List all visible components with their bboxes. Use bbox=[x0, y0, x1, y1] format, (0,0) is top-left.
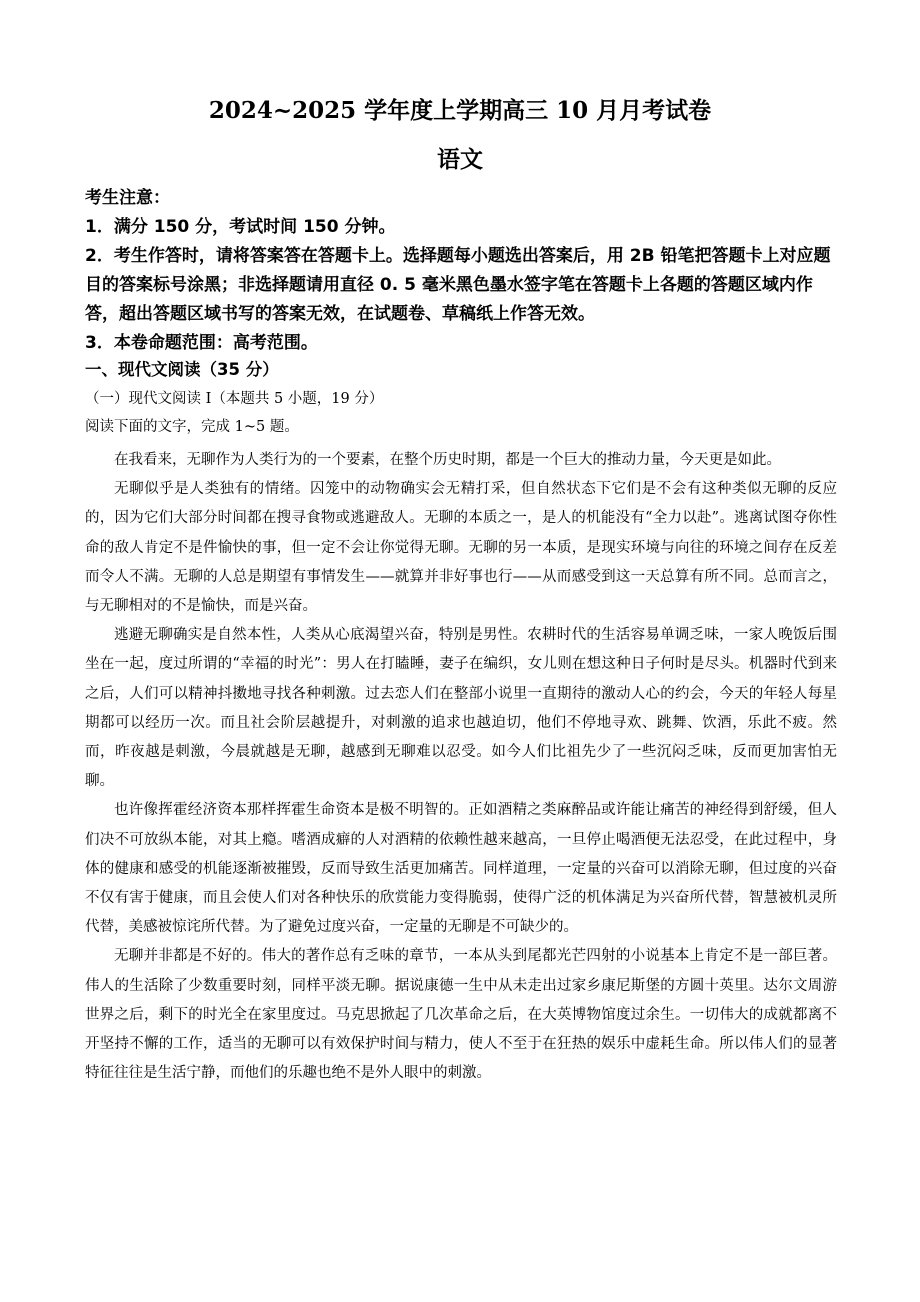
passage-paragraph: 无聊并非都是不好的。伟大的著作总有乏味的章节，一本从头到尾都光芒四射的小说基本上肯定不是一部巨著。伟人的生活除了少数重要时刻，同样平淡无聊。据说康德一生中从未走出过家乡康尼斯堡的方圆十英里。达尔文周游世界之后，剩下的时光全在家里度过。马克思掀起了几次革命之后，在大英博物馆度过余生。一切伟大的成就都离不开坚持不懈的工作，适当的无聊可以有效保护时间与精力，使人不至于在狂热的娱乐中虚耗生命。所以伟人们的显著特征往往是生活宁静，而他们的乐趣也绝不是外人眼中的刺激。 bbox=[85, 948, 837, 1082]
passage-paragraph: 无聊似乎是人类独有的情绪。囚笼中的动物确实会无精打采，但自然状态下它们是不会有这种类似无聊的反应的，因为它们大部分时间都在搜寻食物或逃避敌人。无聊的本质之一，是人的机能没有“全力以赴”。逃离试图夺你性命的敌人肯定不是件愉快的事，但一定不会让你觉得无聊。无聊的另一本质，是现实环境与向往的环境之间存在反差而令人不满。无聊的人总是期望有事情发生——就算并非好事也行——从而感受到这一天总算有所不同。总而言之，与无聊相对的不是愉快，而是兴奋。 bbox=[85, 481, 837, 615]
subject-title: 语文 bbox=[437, 146, 483, 173]
notice-heading: 考生注意： bbox=[85, 188, 170, 208]
reading-instruction: 阅读下面的文字，完成 1~5 题。 bbox=[85, 419, 299, 435]
notice-item-2: 2．考生作答时，请将答案答在答题卡上。选择题每小题选出答案后，用 2B 铅笔把答题卡上对应题目的答案标号涂黑；非选择题请用直径 0. 5 毫米黑色墨水签字笔在答题卡上各题的答题区域内作答，超出答题区域书写的答案无效，在试题卷、草稿纸上作答无效。 bbox=[85, 246, 831, 324]
notice-item-3: 3．本卷命题范围：高考范围。 bbox=[85, 333, 318, 353]
notice-item-1: 1．满分 150 分，考试时间 150 分钟。 bbox=[85, 217, 396, 237]
passage-paragraph: 在我看来，无聊作为人类行为的一个要素，在整个历史时期，都是一个巨大的推动力量，今天更是如此。 bbox=[114, 452, 781, 468]
section-subheading: （一）现代文阅读 I（本题共 5 小题，19 分） bbox=[85, 391, 384, 407]
candidate-notice bbox=[85, 184, 840, 358]
section-heading: 一、现代文阅读（35 分） bbox=[85, 360, 279, 379]
passage-paragraph: 逃避无聊确实是自然本性，人类从心底渴望兴奋，特别是男性。农耕时代的生活容易单调乏味，一家人晚饭后围坐在一起，度过所谓的“幸福的时光”：男人在打瞌睡，妻子在编织，女儿则在想这种日子何时是尽头。机器时代到来之后，人们可以精神抖擞地寻找各种刺激。过去恋人们在整部小说里一直期待的激动人心的约会，今天的年轻人每星期都可以经历一次。而且社会阶层越提升，对刺激的追求也越迫切，他们不停地寻欢、跳舞、饮酒，乐此不疲。然而，昨夜越是刺激，今晨就越是无聊，越感到无聊难以忍受。如今人们比祖先少了一些沉闷乏味，反而更加害怕无聊。 bbox=[85, 627, 837, 790]
exam-title: 2024~2025 学年度上学期高三 10 月月考试卷 bbox=[208, 97, 712, 124]
passage-paragraph: 也许像挥霍经济资本那样挥霍生命资本是极不明智的。正如酒精之类麻醉品或许能让痛苦的神经得到舒缓，但人们决不可放纵本能，对其上瘾。嗜酒成癖的人对酒精的依赖性越来越高，一旦停止喝酒便无法忍受，在此过程中，身体的健康和感受的机能逐渐被摧毁，反而导致生活更加痛苦。同样道理，一定量的兴奋可以消除无聊，但过度的兴奋不仅有害于健康，而且会使人们对各种快乐的欣赏能力变得脆弱，使得广泛的机体满足为兴奋所代替，智慧被机灵所代替，美感被惊诧所代替。为了避免过度兴奋，一定量的无聊是不可缺少的。 bbox=[85, 802, 837, 936]
reading-passage bbox=[85, 446, 837, 1088]
